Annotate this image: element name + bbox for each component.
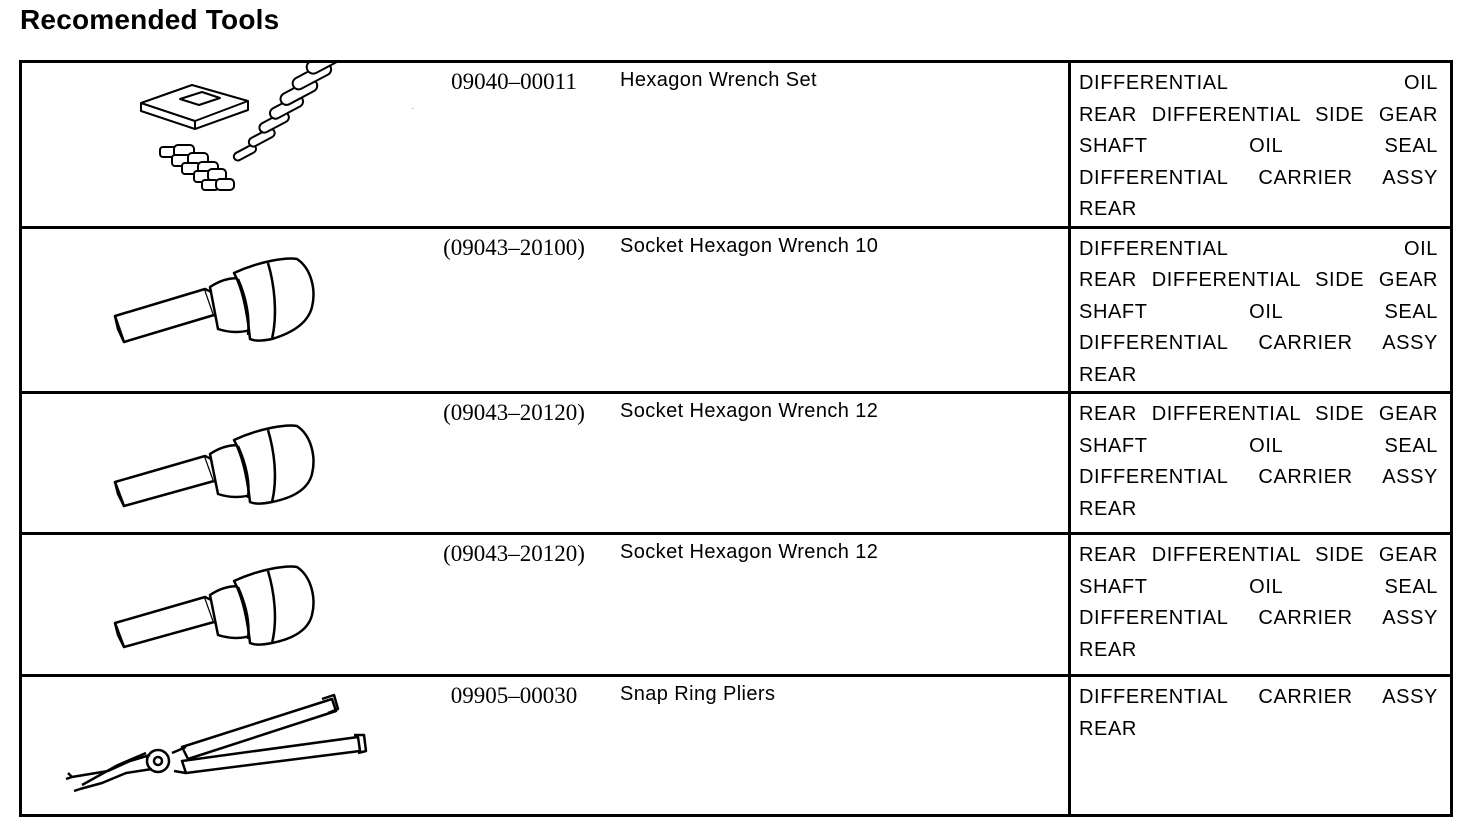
tool-main-cell [21, 393, 1070, 534]
tool-applications-cell [1070, 62, 1452, 228]
application-line: SHAFT OIL SEAL [1079, 135, 1438, 157]
tool-applications-cell [1070, 534, 1452, 676]
application-line: REAR DIFFERENTIAL SIDE GEAR [1079, 544, 1438, 566]
socket-hex-wrench-icon [22, 394, 422, 532]
part-number: (09043–20120) [443, 400, 585, 425]
tool-row [21, 393, 1452, 534]
application-line: REAR [1079, 717, 1137, 740]
part-number: 09040–00011 [451, 69, 577, 94]
application-line: REAR [1079, 638, 1137, 661]
application-line: DIFFERENTIAL CARRIER ASSY [1079, 686, 1438, 708]
snap-ring-pliers-icon [22, 677, 422, 814]
tool-row [21, 227, 1452, 393]
tool-main-cell [21, 534, 1070, 676]
application-line: DIFFERENTIAL CARRIER ASSY [1079, 607, 1438, 629]
application-line: DIFFERENTIAL OIL [1079, 72, 1438, 94]
application-line: DIFFERENTIAL CARRIER ASSY [1079, 166, 1438, 189]
application-line: REAR [1079, 497, 1137, 520]
application-line: DIFFERENTIAL CARRIER ASSY [1079, 466, 1438, 488]
application-line: REAR [1079, 198, 1137, 220]
tool-applications-cell [1070, 393, 1452, 534]
tool-name: Socket Hexagon Wrench 10 [620, 234, 879, 257]
socket-hex-wrench-icon [22, 535, 422, 674]
hexagon-wrench-set-icon [22, 63, 422, 224]
part-number: (09043–20120) [443, 541, 585, 566]
part-number: 09905–00030 [450, 683, 578, 708]
tool-row [21, 534, 1452, 676]
tool-main-cell [21, 227, 1070, 393]
application-line: REAR DIFFERENTIAL SIDE GEAR [1079, 103, 1438, 126]
application-line: SHAFT OIL SEAL [1079, 575, 1438, 598]
tool-main-cell [21, 62, 1070, 228]
tool-row [21, 676, 1452, 816]
tool-applications-cell [1070, 676, 1452, 816]
application-line: DIFFERENTIAL CARRIER ASSY [1079, 332, 1438, 354]
tool-name: Hexagon Wrench Set [620, 69, 817, 91]
tool-main-cell [21, 676, 1070, 816]
tool-row [21, 62, 1452, 228]
application-line: SHAFT OIL SEAL [1079, 434, 1438, 457]
tool-name: Socket Hexagon Wrench 12 [620, 400, 879, 422]
tool-name: Socket Hexagon Wrench 12 [620, 541, 879, 563]
svg-text:.: . [412, 105, 414, 111]
tool-applications-cell [1070, 227, 1452, 393]
part-number: (09043–20100) [443, 234, 585, 260]
tools-table [19, 60, 1453, 817]
application-line: REAR DIFFERENTIAL SIDE GEAR [1079, 403, 1438, 425]
application-line: REAR [1079, 363, 1137, 386]
socket-hex-wrench-icon [22, 229, 422, 389]
application-line: DIFFERENTIAL OIL [1079, 237, 1438, 260]
application-line: SHAFT OIL SEAL [1079, 300, 1438, 323]
page-title: Recomended Tools [20, 4, 280, 35]
tool-name: Snap Ring Pliers [620, 683, 776, 705]
application-line: REAR DIFFERENTIAL SIDE GEAR [1079, 269, 1438, 291]
